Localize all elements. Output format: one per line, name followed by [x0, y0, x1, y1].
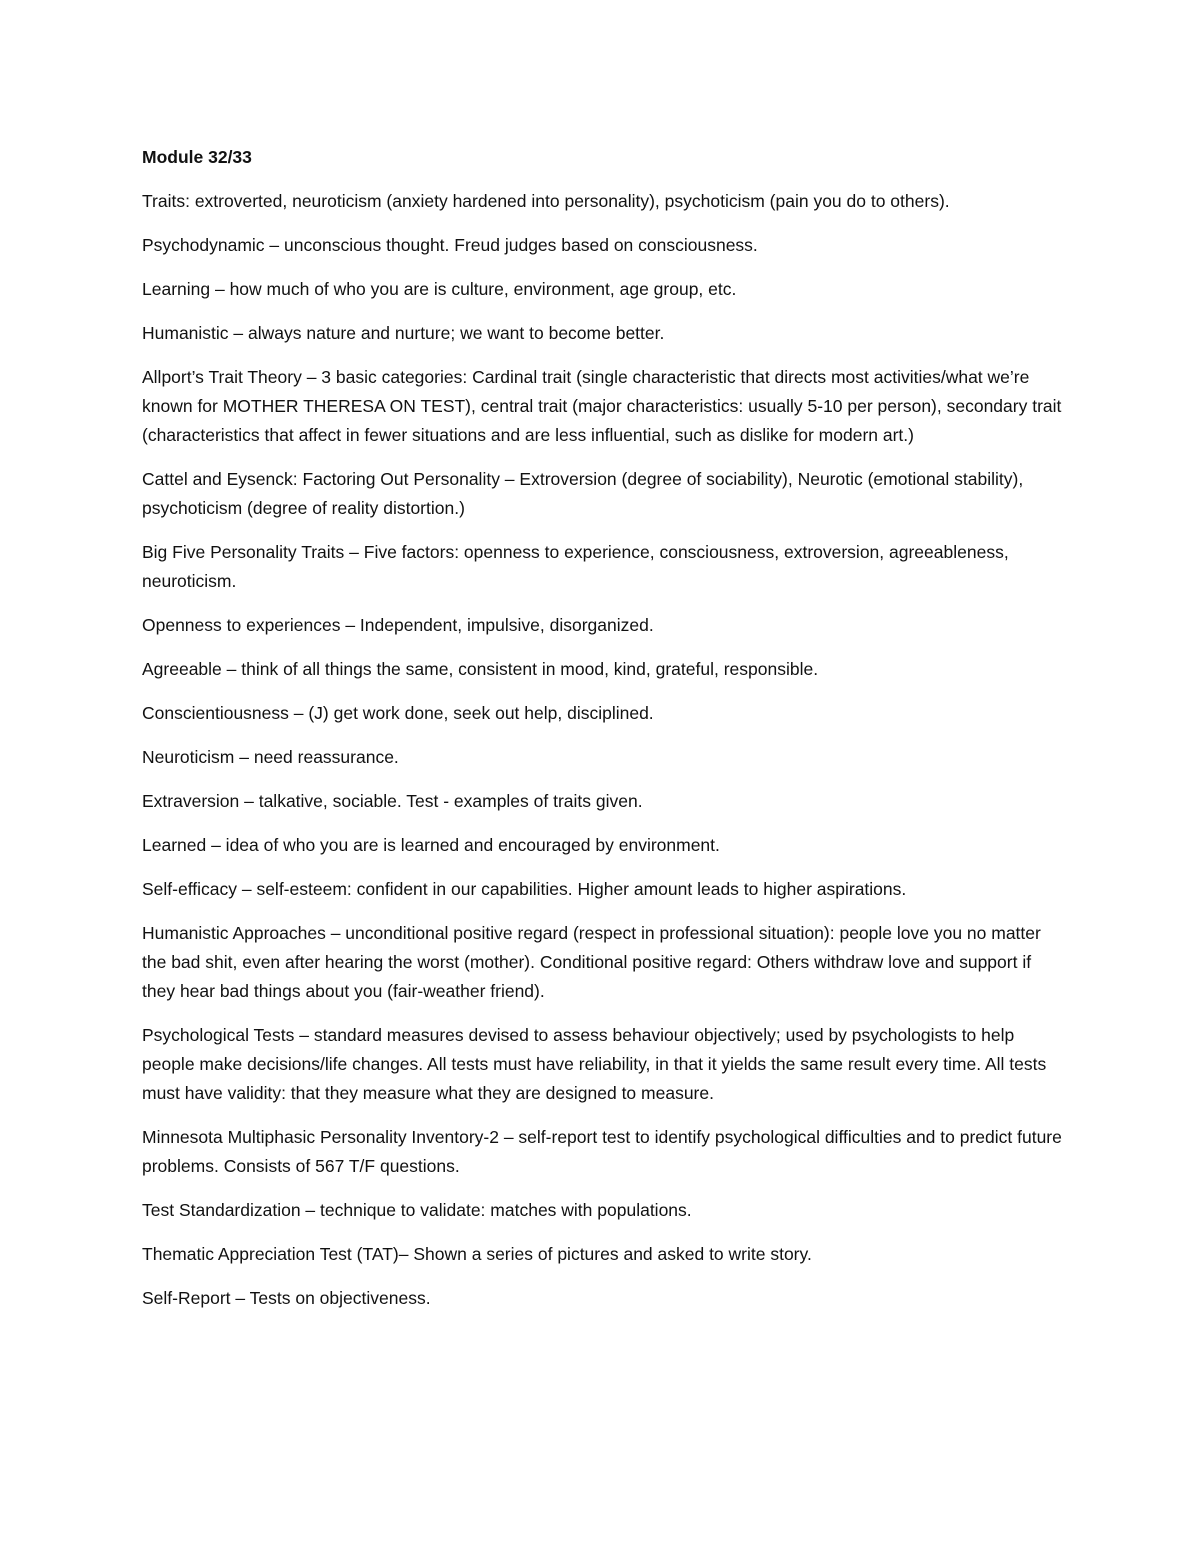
paragraph-learning: Learning – how much of who you are is culture, environment, age group, etc.: [142, 279, 737, 299]
paragraph-self-efficacy: Self-efficacy – self-esteem: confident in our capabilities. Higher amount leads to higher aspirations.: [142, 879, 907, 899]
paragraph-allport-trait-theory: Allport’s Trait Theory – 3 basic categories: Cardinal trait (single characteristic that directs most activities/what we’re known for MOTHER THERESA ON TEST), central trait (major characteristics: usually 5-10 per person), secondary trait (characteristics that affect in fewer situations and are less influential, such as dislike for modern art.): [142, 367, 1062, 445]
paragraph-psychodynamic: Psychodynamic – unconscious thought. Freud judges based on consciousness.: [142, 235, 758, 255]
paragraph-cattel-eysenck: Cattel and Eysenck: Factoring Out Personality – Extroversion (degree of sociability), Neurotic (emotional stability), psychoticism (degree of reality distortion.): [142, 469, 1024, 518]
paragraph-humanistic: Humanistic – always nature and nurture; we want to become better.: [142, 323, 665, 343]
paragraph-tat: Thematic Appreciation Test (TAT)– Shown a series of pictures and asked to write story.: [142, 1244, 812, 1264]
paragraph-humanistic-approaches: Humanistic Approaches – unconditional positive regard (respect in professional situation): people love you no matter the bad shit, even after hearing the worst (mother). Conditional positive regard: Others withdraw love and support if they hear bad things about you (fair-weather friend).: [142, 923, 1041, 1001]
paragraph-openness: Openness to experiences – Independent, impulsive, disorganized.: [142, 615, 654, 635]
paragraph-traits: Traits: extroverted, neuroticism (anxiety hardened into personality), psychoticism (pain you do to others).: [142, 191, 950, 211]
document-body: [142, 143, 1062, 1328]
paragraph-agreeable: Agreeable – think of all things the same, consistent in mood, kind, grateful, responsible.: [142, 659, 819, 679]
paragraph-self-report: Self-Report – Tests on objectiveness.: [142, 1288, 431, 1308]
page-title: Module 32/33: [142, 147, 252, 167]
paragraph-mmpi-2: Minnesota Multiphasic Personality Inventory-2 – self-report test to identify psychological difficulties and to predict future problems. Consists of 567 T/F questions.: [142, 1127, 1062, 1176]
paragraph-test-standardization: Test Standardization – technique to validate: matches with populations.: [142, 1200, 692, 1220]
paragraph-big-five: Big Five Personality Traits – Five factors: openness to experience, consciousness, extroversion, agreeableness, neuroticism.: [142, 542, 1009, 591]
paragraph-neuroticism: Neuroticism – need reassurance.: [142, 747, 399, 767]
paragraph-psychological-tests: Psychological Tests – standard measures devised to assess behaviour objectively; used by psychologists to help people make decisions/life changes. All tests must have reliability, in that it yields the same result every time. All tests must have validity: that they measure what they are designed to measure.: [142, 1025, 1047, 1103]
paragraph-learned: Learned – idea of who you are is learned and encouraged by environment.: [142, 835, 720, 855]
paragraph-extraversion: Extraversion – talkative, sociable. Test - examples of traits given.: [142, 791, 643, 811]
paragraph-conscientiousness: Conscientiousness – (J) get work done, seek out help, disciplined.: [142, 703, 654, 723]
